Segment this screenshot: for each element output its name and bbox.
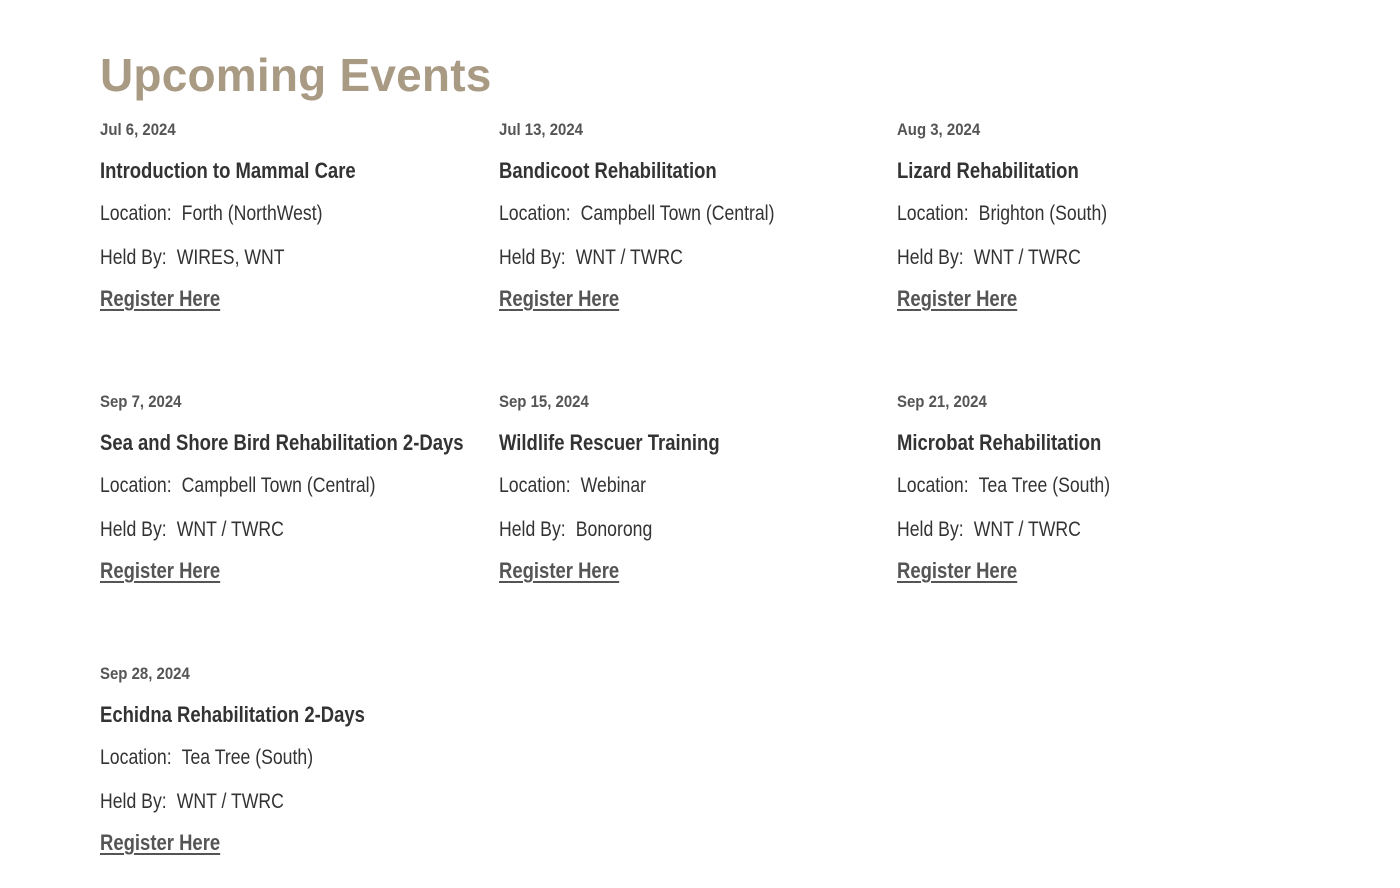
- location-value: Campbell Town (Central): [580, 202, 775, 225]
- event-date: Sep 15, 2024: [499, 392, 589, 411]
- held-by-value: WNT / TWRC: [176, 790, 284, 813]
- register-link-sea-shore-bird[interactable]: Register Here: [100, 558, 221, 583]
- register-link-wildlife-rescuer[interactable]: Register Here: [499, 558, 620, 583]
- event-held-by: [499, 244, 683, 272]
- location-value: Webinar: [580, 474, 647, 497]
- event-location: [499, 472, 646, 500]
- location-value: Brighton (South): [978, 202, 1108, 225]
- event-location: [100, 472, 375, 500]
- held-by-label: Held By:: [897, 246, 964, 269]
- held-by-label: Held By:: [100, 790, 167, 813]
- event-held-by: [897, 244, 1081, 272]
- event-title: Echidna Rehabilitation 2-Days: [100, 702, 365, 727]
- held-by-value: WNT / TWRC: [973, 518, 1081, 541]
- event-title: Wildlife Rescuer Training: [499, 430, 720, 455]
- page-title: Upcoming Events: [100, 49, 492, 101]
- location-value: Tea Tree (South): [181, 746, 314, 769]
- event-date: Jul 13, 2024: [499, 120, 584, 139]
- event-title: Microbat Rehabilitation: [897, 430, 1102, 455]
- held-by-label: Held By:: [897, 518, 964, 541]
- register-link-mammal-care[interactable]: Register Here: [100, 286, 221, 311]
- event-held-by: [897, 516, 1081, 544]
- location-label: Location:: [100, 202, 172, 225]
- event-location: [100, 200, 323, 228]
- event-location: [100, 744, 313, 772]
- held-by-label: Held By:: [499, 246, 566, 269]
- event-location: [499, 200, 774, 228]
- register-link-microbat[interactable]: Register Here: [897, 558, 1018, 583]
- event-location: [897, 200, 1107, 228]
- held-by-label: Held By:: [499, 518, 566, 541]
- event-date: Aug 3, 2024: [897, 120, 981, 139]
- event-held-by: [100, 244, 285, 272]
- held-by-label: Held By:: [100, 246, 167, 269]
- event-held-by: [100, 788, 284, 816]
- held-by-value: Bonorong: [575, 518, 653, 541]
- held-by-label: Held By:: [100, 518, 167, 541]
- event-date: Sep 21, 2024: [897, 392, 987, 411]
- event-date: Jul 6, 2024: [100, 120, 176, 139]
- held-by-value: WNT / TWRC: [973, 246, 1081, 269]
- held-by-value: WNT / TWRC: [176, 518, 284, 541]
- event-held-by: [499, 516, 652, 544]
- register-link-bandicoot[interactable]: Register Here: [499, 286, 620, 311]
- event-date: Sep 7, 2024: [100, 392, 182, 411]
- register-link-lizard[interactable]: Register Here: [897, 286, 1018, 311]
- location-value: Tea Tree (South): [978, 474, 1111, 497]
- location-label: Location:: [100, 746, 172, 769]
- held-by-value: WNT / TWRC: [575, 246, 683, 269]
- register-link-echidna[interactable]: Register Here: [100, 830, 221, 855]
- event-title: Sea and Shore Bird Rehabilitation 2-Days: [100, 430, 464, 455]
- event-title: Bandicoot Rehabilitation: [499, 158, 717, 183]
- event-date: Sep 28, 2024: [100, 664, 190, 683]
- location-label: Location:: [897, 474, 969, 497]
- location-label: Location:: [100, 474, 172, 497]
- location-label: Location:: [499, 202, 571, 225]
- event-held-by: [100, 516, 284, 544]
- event-title: Lizard Rehabilitation: [897, 158, 1079, 183]
- location-label: Location:: [897, 202, 969, 225]
- held-by-value: WIRES, WNT: [176, 246, 285, 269]
- event-location: [897, 472, 1110, 500]
- location-value: Forth (NorthWest): [181, 202, 323, 225]
- event-title: Introduction to Mammal Care: [100, 158, 356, 183]
- location-value: Campbell Town (Central): [181, 474, 376, 497]
- location-label: Location:: [499, 474, 571, 497]
